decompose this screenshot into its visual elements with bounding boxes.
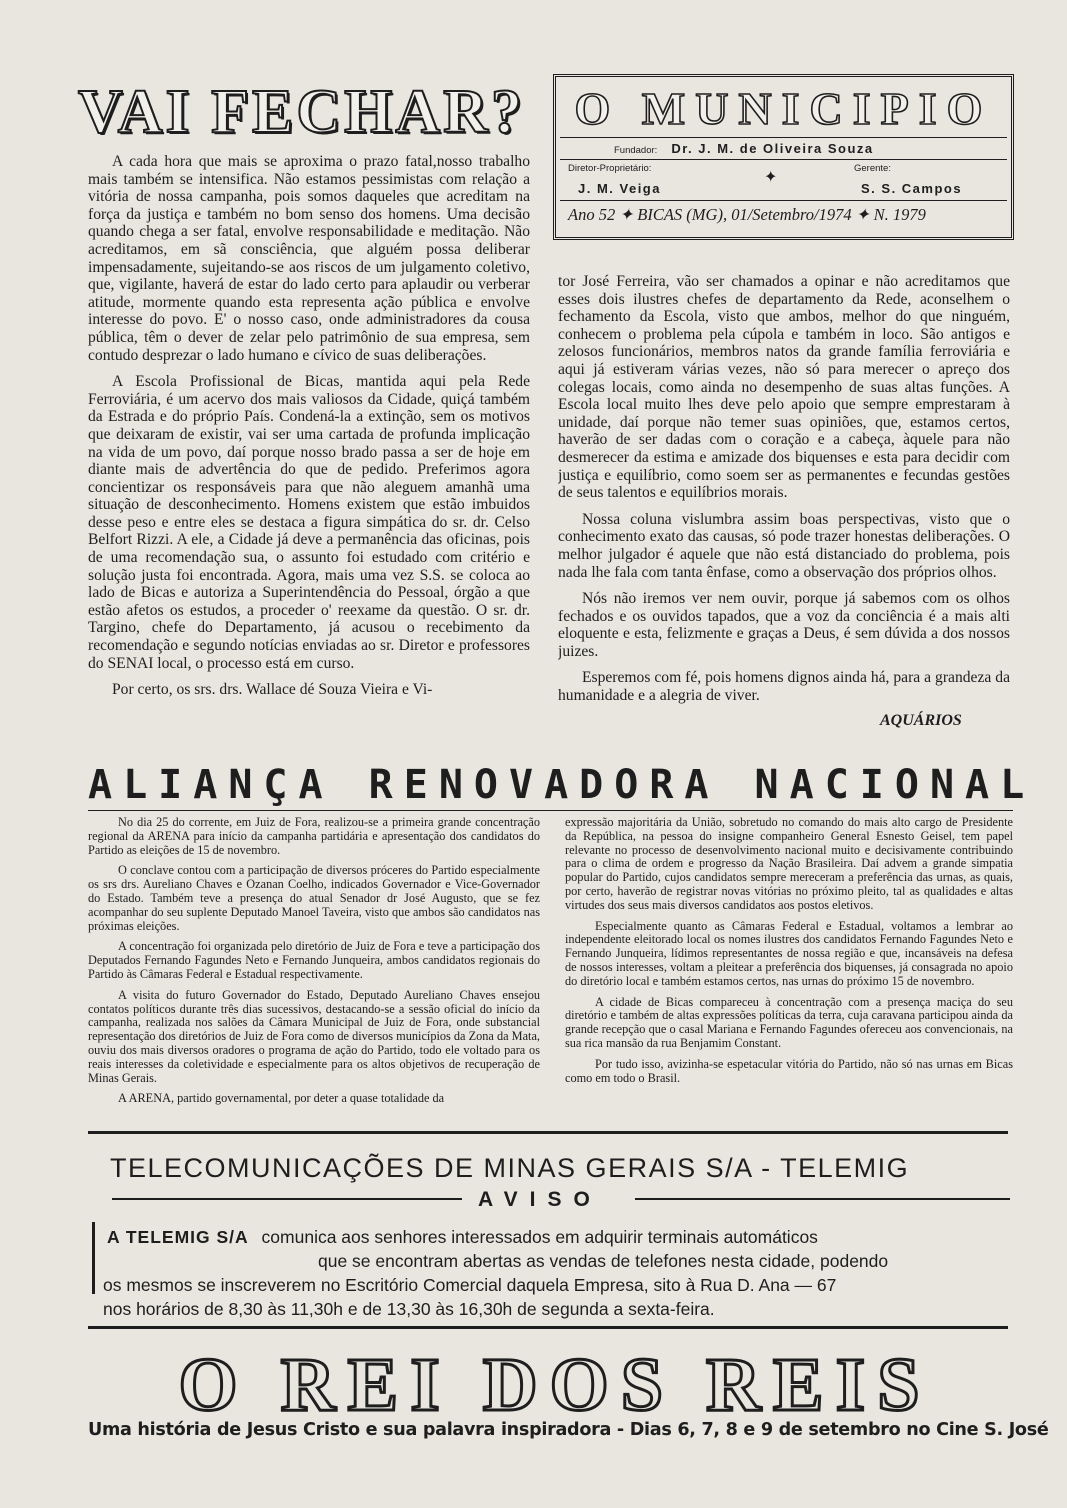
headline: VAI FECHAR? [78, 78, 525, 146]
telemig-line: que se encontram abertas as vendas de telefones nesta cidade, podendo [318, 1251, 889, 1271]
arena-paragraph: A ARENA, partido governamental, por deter a quase totalidade da [118, 1091, 445, 1106]
edition-line: Ano 52 ✦ BICAS (MG), 01/Setembro/1974 ✦ N. 1979 [568, 205, 926, 224]
divider [88, 1131, 1008, 1134]
director-label: Diretor-Proprietário: [568, 163, 652, 174]
article-signature: AQUÁRIOS [880, 712, 962, 729]
telemig-line: os mesmos se inscreverem no Escritório Comercial daquela Empresa, sito à Rua D. Ana — 67 [103, 1275, 837, 1295]
director-name: J. M. Veiga [578, 181, 661, 196]
article-column-1 [88, 153, 530, 738]
article-column-2 [558, 273, 1010, 713]
aviso-label: AVISO [478, 1188, 602, 1211]
founder-name: Dr. J. M. de Oliveira Souza [671, 141, 874, 156]
telemig-company: A TELEMIG S/A [107, 1227, 249, 1247]
article-paragraph: tor José Ferreira, vão ser chamados a opinar e não acreditamos que esses dois ilustres chefes de departamento da Rede, aconselhem o fechamento da Escola, visto que ambos, melhor do que ninguém, conhecem o problema pela cúpola e também in loco. São antigos e zelosos funcionários, membros natos da grande família ferroviária e aqui já estiveram várias vezes, não só para merecer o apreço dos colegas locais, como ainda no desempenho de suas altas funções. A Escola local muito lhes deve pelo apoio que sempre emprestaram à unidade, daí porque não temer suas opiniões, que, estamos certos, haverão de ser dadas com o coração e a cabeça, àquele para não desmerecer da estima e amizade dos biquenses e esta para decidir com justiça e equilíbrio, como soem ser as permanentes e fecundas gestões de seus talentos e equilíbrios morais. [558, 273, 1010, 502]
founder-line [614, 140, 874, 158]
arena-column-2 [565, 816, 1013, 1106]
manager-name: S. S. Campos [861, 181, 963, 196]
arena-paragraph: Por tudo isso, avizinha-se espetacular vitória do Partido, não só nas urnas em Bicas como em todo o Brasil. [565, 1056, 1013, 1085]
article-paragraph: Esperemos com fé, pois homens dignos ainda há, para a grandeza da humanidade e a alegria de viver. [558, 669, 1010, 705]
founder-label: Fundador: [614, 145, 658, 156]
divider [88, 1326, 1008, 1329]
divider [112, 1198, 462, 1200]
article-paragraph: Nossa coluna vislumbra assim boas perspectivas, visto que o conhecimento exato das causas, só pode trazer honestas deliberações. O melhor julgador é aquele que não está distanciado do problema, pois nada lhe fala com tanta ênfase, como a observação dos próprios olhos. [558, 510, 1010, 581]
movie-title: O REI DOS REIS [178, 1343, 932, 1427]
arena-paragraph: A visita do futuro Governador do Estado, Deputado Aureliano Chaves ensejou contatos políticos durante três dias sucessivos, destacando-se a sessão oficial do início da campanha, realizada nos salões da Câmara Municipal de Juiz de Fora, onde substancial representação dos diretórios de Juiz de Fora como de diversos municípios da Zona da Mata, ouviu dos mais diversos oradores o programa de ação do Partido, todo ele voltado para os reais interesses da coletividade e especialmente para os altos objetivos de recuperação de Minas Gerais. [88, 987, 540, 1085]
article-paragraph: A cada hora que mais se aproxima o prazo fatal,nosso trabalho mais também se intensifica. Não estamos pessimistas com relação a vitória de nossa campanha, pois somos daqueles que acreditam na força da justiça e também no bom senso dos homens. Uma decisão quando chega a ser fatal, envolve responsabilidade e meditação. Não acreditamos, em sã consciência, que alguém possa deliberar impensadamente, sujeitando-se aos riscos de um julgamento coletivo, que, vigilante, haverá de estar do lado certo para aplaudir ou verberar atitude, mormente quando esta representa ação pública e envolve interesse do povo. E' o nosso caso, onde administradores da cousa pública, têm o dever de zelar pelo patrimônio de sua empresa, sem contudo desprezar o lado humano e cívico de suas deliberações. [88, 153, 530, 364]
article-paragraph: Por certo, os srs. drs. Wallace dé Souza Vieira e Vi- [112, 681, 433, 699]
arena-paragraph: A cidade de Bicas compareceu à concentração com a presença maciça do seu diretório e também de altas expressões políticas da terra, cuja caravana participou ainda da grande recepção que o casal Mariana e Fernando Fagundes ofereceu aos convencionais, na sua rica mansão da rua Benjamim Constant. [565, 994, 1013, 1050]
arena-paragraph: No dia 25 do corrente, em Juiz de Fora, realizou-se a primeira grande concentração regional da ARENA para início da campanha partidária e apresentação dos candidatos do Partido as eleições de 15 de novembro. [88, 816, 540, 857]
telemig-title: TELECOMUNICAÇÕES DE MINAS GERAIS S/A - TELEMIG [110, 1153, 910, 1183]
divider [635, 1198, 1010, 1200]
movie-subtitle: Uma história de Jesus Cristo e sua palavra inspiradora - Dias 6, 7, 8 e 9 de setembro no Cine S. José [88, 1420, 1049, 1440]
manager-label: Gerente: [854, 163, 891, 174]
star-icon: ✦ [764, 169, 778, 186]
telemig-line: nos horários de 8,30 às 11,30h e de 13,30 às 16,30h de segunda a sexta-feira. [103, 1299, 715, 1319]
divider [88, 810, 1013, 811]
telemig-line: comunica aos senhores interessados em adquirir terminais automáticos [261, 1227, 818, 1247]
divider [92, 1222, 95, 1294]
arena-paragraph: O conclave contou com a participação de diversos próceres do Partido especialmente os srs drs. Aureliano Chaves e Ozanan Coelho, indicados Governador e Vice-Governador do Estado. Também teve a presença do atual Senador dr José Augusto, que se fez acompanhar do seu suplente Deputado Manoel Taveira, visto que ambos são candidatos nas próximas eleições. [88, 863, 540, 933]
telemig-notice [103, 1225, 1008, 1321]
arena-paragraph: Especialmente quanto as Câmaras Federal e Estadual, voltamos a lembrar ao independente eleitorado local os nomes ilustres dos candidatos Fernando Fagundes Neto e Fernando Junqueira, lídimos representantes de nossa região e que, incansáveis na defesa de nossos interesses, voltam a pleitear a preferência dos biquenses, já consagrada no apoio do diretório local e também estamos certos, nas urnas do próximo 15 de novembro. [565, 918, 1013, 988]
arena-column-1 [88, 816, 540, 1106]
masthead-title: O MUNICIPIO [574, 83, 993, 134]
arena-paragraph: expressão majoritária da União, sobretudo no comando do mais alto cargo de Presidente da República, na pessoa do insigne companheiro General Esnesto Geisel, tem papel relevante no processo de desenvolvimento nacional muito e decisivamente contribuindo para o clima de ordem e progresso da Nação Brasileira. Daí advem a grande simpatia popular do Partido, cujos candidatos sempre mereceram a preferência das urnas, as quais, por certo, haverão de registrar novas vitórias no próximo pleito, tal as qualidades e altas virtudes dos seus mais diversos candidatos aos postos eletivos. [565, 816, 1013, 912]
article-paragraph: Nós não iremos ver nem ouvir, porque já sabemos com os olhos fechados e os ouvidos tapados, que a voz da conciência é a mais alti eloquente e esta, felizmente e graças a Deus, é sem dúvida a dos nossos juizes. [558, 590, 1010, 660]
masthead [553, 74, 1014, 240]
article-paragraph: A Escola Profissional de Bicas, mantida aqui pela Rede Ferroviária, é um acervo dos mais valiosos da Cidade, quiçá também da Estrada e do próprio País. Condená-la a extinção, sem os motivos que deixaram de existir, vai ser uma cartada de profunda implicação na vida de um povo, daí porque nosso brado passa a ser de hoje em diante mais de advertência do que de pedido. Preferimos agora concientizar os responsáveis para que não aleguem amanhã uma situação de desconhecimento. Homens existem que estão imbuidos desse peso e entre eles se destaca a figura simpática do sr. dr. Celso Belfort Rizzi. A ele, a Cidade já deve a permanência das oficinas, pois de uma recomendação sua, o assunto foi estudado com critério e solução justa foi encontrada. Agora, mais uma vez S.S. se coloca ao lado de Bicas e autoriza a Superintendência do Pessoal, órgão a que estão afetos os estudos, a proceder o' reexame da questão. O sr. dr. Targino, chefe do Departamento, já acusou o recebimento da recomendação e segundo notícias enviadas ao sr. Diretor e professores do SENAI local, o processo está em curso. [88, 373, 530, 672]
arena-paragraph: A concentração foi organizada pelo diretório de Juiz de Fora e teve a participação dos Deputados Fernando Fagundes Neto e Fernando Junqueira, ambos candidatos regionais do Partido às Câmaras Federal e Estadual respectivamente. [88, 939, 540, 981]
arena-title: ALIANÇA RENOVADORA NACIONAL [88, 762, 1036, 808]
